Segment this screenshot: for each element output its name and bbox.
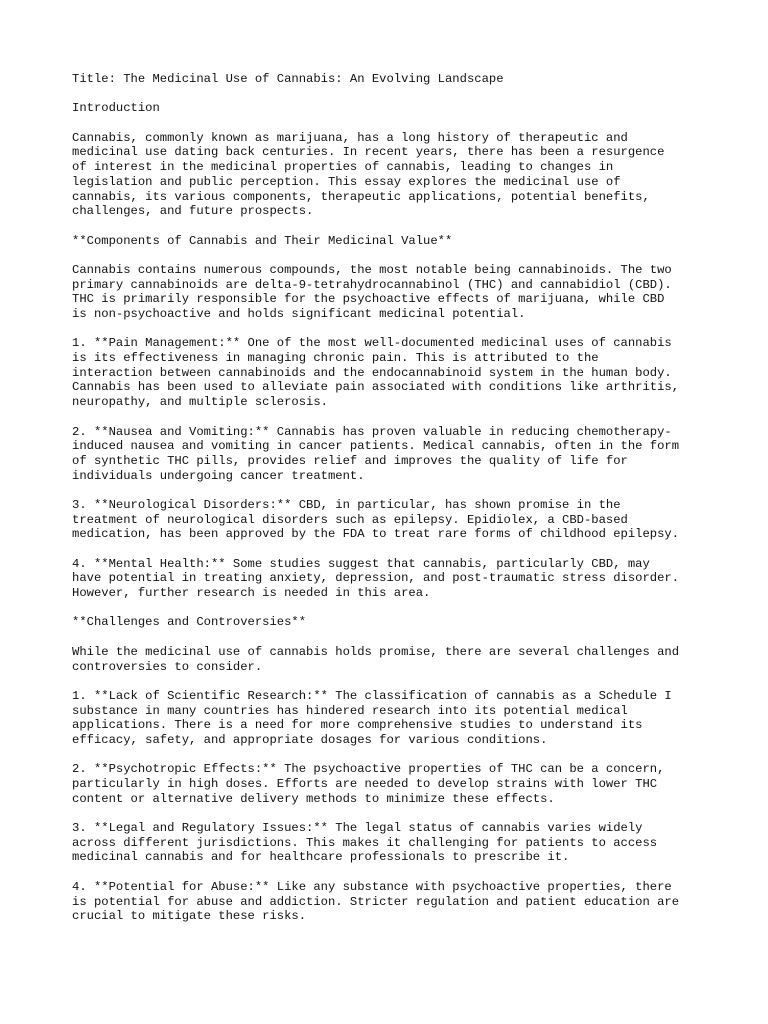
text-line: content or alternative delivery methods to minimize these effects. — [72, 791, 555, 806]
list-item-neurological-disorders — [72, 498, 712, 542]
text-line: controversies to consider. — [72, 659, 263, 674]
text-line: 3. **Neurological Disorders:** CBD, in particular, has shown promise in the — [72, 497, 621, 512]
list-item-psychotropic-effects — [72, 762, 712, 806]
text-line: is non-psychoactive and holds significant medicinal potential. — [72, 307, 526, 321]
text-line: 3. **Legal and Regulatory Issues:** The legal status of cannabis varies widely — [72, 821, 643, 836]
section-heading-components — [72, 234, 712, 249]
list-item-pain-management — [72, 336, 712, 409]
text-line: Introduction — [72, 101, 160, 116]
section-heading-challenges — [72, 615, 712, 630]
text-line: neuropathy, and multiple sclerosis. — [72, 395, 328, 410]
text-line: Cannabis has been used to alleviate pain associated with conditions like arthritis, — [72, 380, 680, 395]
text-line: medicinal cannabis and for healthcare professionals to prescribe it. — [72, 850, 570, 865]
text-line: primary cannabinoids are delta-9-tetrahydrocannabinol (THC) and cannabidiol (CBD). — [72, 277, 672, 292]
text-line: medication, has been approved by the FDA to treat rare forms of childhood epilepsy. — [72, 527, 680, 542]
list-item-lack-of-research — [72, 689, 712, 748]
text-line: particularly in high doses. Efforts are needed to develop strains with lower THC — [72, 777, 658, 791]
text-line: individuals undergoing cancer treatment. — [72, 468, 365, 483]
text-line: efficacy, safety, and appropriate dosages for various conditions. — [72, 732, 548, 747]
text-line: substance in many countries has hindered research into its potential medical — [72, 703, 628, 718]
paragraph-components — [72, 263, 712, 322]
text-line: 1. **Pain Management:** One of the most well-documented medicinal uses of cannabis — [72, 336, 672, 351]
text-line: have potential in treating anxiety, depression, and post-traumatic stress disorder. — [72, 571, 680, 586]
title-line: Title: The Medicinal Use of Cannabis: An Evolving Landscape — [72, 72, 504, 86]
text-line: treatment of neurological disorders such as epilepsy. Epidiolex, a CBD-based — [72, 512, 628, 527]
text-line: However, further research is needed in this area. — [72, 586, 431, 601]
text-line: applications. There is a need for more comprehensive studies to understand its — [72, 718, 643, 733]
text-line: crucial to mitigate these risks. — [72, 909, 307, 924]
text-line: 2. **Psychotropic Effects:** The psychoactive properties of THC can be a concern, — [72, 762, 665, 777]
document-body — [72, 101, 712, 924]
text-line: 1. **Lack of Scientific Research:** The classification of cannabis as a Schedule I — [72, 688, 672, 703]
text-line: is potential for abuse and addiction. Stricter regulation and patient education are — [72, 894, 680, 909]
text-line: 2. **Nausea and Vomiting:** Cannabis has proven valuable in reducing chemotherapy- — [72, 424, 672, 439]
list-item-nausea-vomiting — [72, 425, 712, 484]
document-page — [72, 72, 712, 939]
text-line: Cannabis, commonly known as marijuana, has a long history of therapeutic and — [72, 130, 628, 145]
text-line: is its effectiveness in managing chronic pain. This is attributed to the — [72, 351, 599, 366]
text-line: **Challenges and Controversies** — [72, 615, 307, 630]
text-line: cannabis, its various components, therapeutic applications, potential benefits, — [72, 189, 650, 204]
document-title — [72, 72, 712, 87]
text-line: While the medicinal use of cannabis holds promise, there are several challenges and — [72, 644, 680, 659]
text-line: of interest in the medicinal properties of cannabis, leading to changes in — [72, 160, 614, 175]
text-line: 4. **Potential for Abuse:** Like any substance with psychoactive properties, there — [72, 879, 672, 894]
text-line: across different jurisdictions. This makes it challenging for patients to access — [72, 835, 658, 850]
text-line: interaction between cannabinoids and the endocannabinoid system in the human body. — [72, 365, 672, 380]
text-line: 4. **Mental Health:** Some studies suggest that cannabis, particularly CBD, may — [72, 556, 650, 571]
text-line: of synthetic THC pills, provides relief and improves the quality of life for — [72, 453, 628, 468]
text-line: Cannabis contains numerous compounds, the most notable being cannabinoids. The two — [72, 262, 672, 277]
text-line: **Components of Cannabis and Their Medicinal Value** — [72, 233, 453, 248]
text-line: challenges, and future prospects. — [72, 204, 314, 219]
text-line: THC is primarily responsible for the psychoactive effects of marijuana, while CBD — [72, 292, 665, 307]
list-item-legal-regulatory — [72, 821, 712, 865]
text-line: legislation and public perception. This essay explores the medicinal use of — [72, 174, 621, 189]
text-line: medicinal use dating back centuries. In recent years, there has been a resurgence — [72, 145, 665, 160]
section-heading-introduction — [72, 101, 712, 116]
list-item-mental-health — [72, 557, 712, 601]
text-line: induced nausea and vomiting in cancer patients. Medical cannabis, often in the form — [72, 439, 680, 454]
paragraph-introduction — [72, 131, 712, 219]
paragraph-challenges — [72, 645, 712, 674]
list-item-potential-for-abuse — [72, 880, 712, 924]
